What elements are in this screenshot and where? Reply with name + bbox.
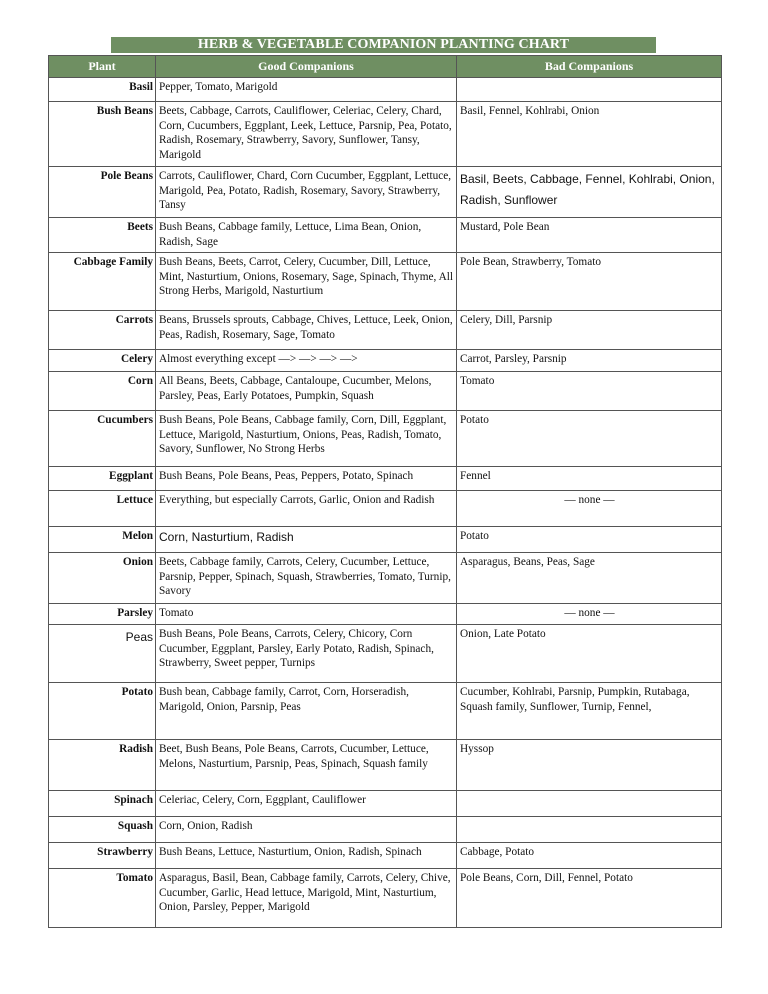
- table-row: [49, 372, 722, 411]
- good-companions-cell: Almost everything except —> —> —> —>: [156, 350, 457, 372]
- bad-companions-cell: Cucumber, Kohlrabi, Parsnip, Pumpkin, Rutabaga, Squash family, Sunflower, Turnip, Fennel,: [457, 683, 722, 740]
- plant-cell: Strawberry: [49, 843, 156, 869]
- good-companions-cell: Asparagus, Basil, Bean, Cabbage family, Carrots, Celery, Chive, Cucumber, Garlic, Head lettuce, Marigold, Mint, Nasturtium, Onion, Parsley, Pepper, Marigold: [156, 869, 457, 928]
- header-plant: Plant: [49, 56, 156, 78]
- table-row: [49, 604, 722, 625]
- bad-companions-cell: [457, 791, 722, 817]
- plant-cell: Cucumbers: [49, 411, 156, 467]
- plant-cell: Melon: [49, 527, 156, 553]
- table-row: [49, 467, 722, 491]
- table-row: [49, 311, 722, 350]
- bad-companions-cell: Mustard, Pole Bean: [457, 218, 722, 253]
- plant-cell: Basil: [49, 78, 156, 102]
- good-companions-cell: All Beans, Beets, Cabbage, Cantaloupe, Cucumber, Melons, Parsley, Peas, Early Potatoes, Pumpkin, Squash: [156, 372, 457, 411]
- table-row: [49, 869, 722, 928]
- bad-companions-cell: Onion, Late Potato: [457, 625, 722, 683]
- plant-cell: Tomato: [49, 869, 156, 928]
- plant-cell: Bush Beans: [49, 102, 156, 167]
- plant-cell: Squash: [49, 817, 156, 843]
- plant-cell: Onion: [49, 553, 156, 604]
- header-bad-companions: Bad Companions: [457, 56, 722, 78]
- bad-companions-cell: Basil, Fennel, Kohlrabi, Onion: [457, 102, 722, 167]
- table-row: [49, 817, 722, 843]
- good-companions-cell: Carrots, Cauliflower, Chard, Corn Cucumber, Eggplant, Lettuce, Marigold, Pea, Potato, Radish, Rosemary, Savory, Strawberry, Tansy: [156, 167, 457, 218]
- plant-cell: Potato: [49, 683, 156, 740]
- companion-planting-table: [48, 55, 722, 928]
- bad-companions-cell: Tomato: [457, 372, 722, 411]
- table-row: [49, 683, 722, 740]
- bad-companions-cell: Basil, Beets, Cabbage, Fennel, Kohlrabi, Onion, Radish, Sunflower: [457, 167, 722, 218]
- good-companions-cell: Beets, Cabbage, Carrots, Cauliflower, Celeriac, Celery, Chard, Corn, Cucumbers, Eggplant, Leek, Lettuce, Parsnip, Pea, Potato, Radish, Rosemary, Strawberry, Savory, Sunflower, Tansy, Marigold: [156, 102, 457, 167]
- plant-cell: Carrots: [49, 311, 156, 350]
- good-companions-cell: Beans, Brussels sprouts, Cabbage, Chives, Lettuce, Leek, Onion, Peas, Radish, Rosemary, Sage, Tomato: [156, 311, 457, 350]
- good-companions-cell: Bush Beans, Pole Beans, Carrots, Celery, Chicory, Corn Cucumber, Eggplant, Parsley, Early Potato, Radish, Spinach, Strawberry, Sweet pepper, Turnips: [156, 625, 457, 683]
- good-companions-cell: Corn, Nasturtium, Radish: [156, 527, 457, 553]
- bad-companions-cell: Asparagus, Beans, Peas, Sage: [457, 553, 722, 604]
- plant-cell: Celery: [49, 350, 156, 372]
- plant-cell: Parsley: [49, 604, 156, 625]
- bad-companions-cell: Cabbage, Potato: [457, 843, 722, 869]
- bad-companions-cell: Fennel: [457, 467, 722, 491]
- plant-cell: Beets: [49, 218, 156, 253]
- bad-companions-cell: Carrot, Parsley, Parsnip: [457, 350, 722, 372]
- header-good-companions: Good Companions: [156, 56, 457, 78]
- plant-cell: Peas: [49, 625, 156, 683]
- table-row: [49, 167, 722, 218]
- bad-companions-cell: Potato: [457, 527, 722, 553]
- table-row: [49, 218, 722, 253]
- table-row: [49, 843, 722, 869]
- bad-companions-cell: [457, 78, 722, 102]
- good-companions-cell: Everything, but especially Carrots, Garlic, Onion and Radish: [156, 491, 457, 527]
- plant-cell: Radish: [49, 740, 156, 791]
- table-row: [49, 625, 722, 683]
- table-row: [49, 411, 722, 467]
- good-companions-cell: Celeriac, Celery, Corn, Eggplant, Cauliflower: [156, 791, 457, 817]
- bad-companions-cell: Pole Bean, Strawberry, Tomato: [457, 253, 722, 311]
- plant-cell: Spinach: [49, 791, 156, 817]
- table-row: [49, 78, 722, 102]
- plant-cell: Lettuce: [49, 491, 156, 527]
- good-companions-cell: Beets, Cabbage family, Carrots, Celery, Cucumber, Lettuce, Parsnip, Pepper, Spinach, Squash, Strawberries, Tomato, Turnip, Savory: [156, 553, 457, 604]
- table-row: [49, 791, 722, 817]
- bad-companions-cell: Potato: [457, 411, 722, 467]
- table-row: [49, 527, 722, 553]
- table-row: [49, 253, 722, 311]
- table-row: [49, 102, 722, 167]
- bad-companions-cell: Hyssop: [457, 740, 722, 791]
- bad-companions-cell: — none —: [457, 491, 722, 527]
- table-row: [49, 553, 722, 604]
- table-row: [49, 740, 722, 791]
- good-companions-cell: Corn, Onion, Radish: [156, 817, 457, 843]
- bad-companions-cell: [457, 817, 722, 843]
- good-companions-cell: Bush Beans, Beets, Carrot, Celery, Cucumber, Dill, Lettuce, Mint, Nasturtium, Onions, Rosemary, Sage, Spinach, Thyme, All Strong Herbs, Marigold, Nasturtium: [156, 253, 457, 311]
- chart-title: HERB & VEGETABLE COMPANION PLANTING CHART: [111, 37, 656, 53]
- plant-cell: Eggplant: [49, 467, 156, 491]
- bad-companions-cell: Celery, Dill, Parsnip: [457, 311, 722, 350]
- table-row: [49, 491, 722, 527]
- good-companions-cell: Beet, Bush Beans, Pole Beans, Carrots, Cucumber, Lettuce, Melons, Nasturtium, Parsnip, Peas, Spinach, Squash family: [156, 740, 457, 791]
- good-companions-cell: Bush Beans, Lettuce, Nasturtium, Onion, Radish, Spinach: [156, 843, 457, 869]
- good-companions-cell: Bush Beans, Pole Beans, Cabbage family, Corn, Dill, Eggplant, Lettuce, Marigold, Nasturtium, Onions, Peas, Radish, Tomato, Savory, Sunflower, No Strong Herbs: [156, 411, 457, 467]
- table-row: [49, 350, 722, 372]
- plant-cell: Corn: [49, 372, 156, 411]
- good-companions-cell: Pepper, Tomato, Marigold: [156, 78, 457, 102]
- good-companions-cell: Bush bean, Cabbage family, Carrot, Corn, Horseradish, Marigold, Onion, Parsnip, Peas: [156, 683, 457, 740]
- good-companions-cell: Tomato: [156, 604, 457, 625]
- table-header-row: [49, 56, 722, 78]
- bad-companions-cell: Pole Beans, Corn, Dill, Fennel, Potato: [457, 869, 722, 928]
- plant-cell: Cabbage Family: [49, 253, 156, 311]
- bad-companions-cell: — none —: [457, 604, 722, 625]
- good-companions-cell: Bush Beans, Cabbage family, Lettuce, Lima Bean, Onion, Radish, Sage: [156, 218, 457, 253]
- good-companions-cell: Bush Beans, Pole Beans, Peas, Peppers, Potato, Spinach: [156, 467, 457, 491]
- plant-cell: Pole Beans: [49, 167, 156, 218]
